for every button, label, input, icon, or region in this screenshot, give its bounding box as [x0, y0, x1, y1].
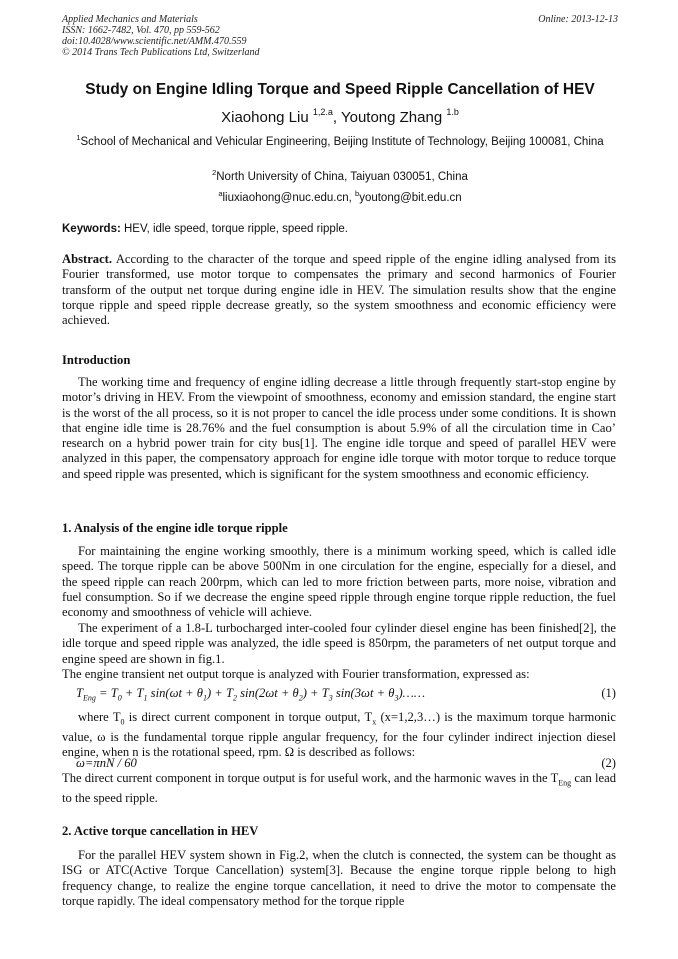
equation-formula: ω=πnN / 60	[76, 756, 137, 770]
doi-line: doi:10.4028/www.scientific.net/AMM.470.559	[62, 36, 247, 47]
author-name: Youtong Zhang	[340, 109, 443, 126]
author-name: Xiaohong Liu	[221, 109, 309, 126]
text-run: (x=1,2,3…) is the maximum torque harmonic value, ω is the fundamental torque ripple angular frequency, for the four cylinder indirect injection diesel engine, when n is the rotational speed, rpm. Ω is described as follows:	[62, 710, 616, 760]
author-list	[40, 103, 640, 127]
equation-number: (2)	[601, 756, 616, 770]
affiliation-text: North University of China, Taiyuan 030051, China	[216, 171, 468, 183]
email-link[interactable]: youtong@bit.edu.cn	[359, 192, 462, 204]
journal-header	[62, 14, 618, 58]
affiliation-1	[62, 131, 618, 149]
abstract-text: According to the character of the torque and speed ripple of the engine idling analysed from its Fourier transformed, use motor torque to compensates the primary and second harmonics of Fourier transform of the output net torque during engine idle in HEV. The simulation results show that the engine torque ripple and speed ripple decrease greatly, so the system smoothness and economic efficiency were achieved.	[62, 252, 616, 328]
text-run: can lead to the speed ripple.	[62, 771, 617, 805]
equation-formula: $T_{Eng} = T_0 + T_1$ $\sin(\omega t + \theta_1) + T_2$ $\sin(2\omega t + \theta_2) + T_3$ $\sin(3\omega t + \theta_3)\dots\dots$	[76, 686, 426, 703]
equation-2	[76, 755, 616, 771]
paragraph: The engine transient net output torque is analyzed with Fourier transformation, expressed as:	[62, 667, 530, 681]
affiliation-sup: 2	[212, 168, 217, 177]
section-heading: Introduction	[62, 353, 131, 367]
issn-line: ISSN: 1662-7482, Vol. 470, pp 559-562	[62, 25, 220, 36]
paragraph: The experiment of a 1.8-L turbocharged inter-cooled four cylinder diesel engine has been finished[2], the idle torque and speed ripple was analyzed, the idle speed is 850rpm, the parameters of net output torque and engine speed are shown in fig.1.	[62, 621, 616, 666]
journal-name: Applied Mechanics and Materials	[62, 14, 198, 25]
abstract	[62, 252, 616, 328]
keywords	[62, 222, 618, 236]
online-date: Online: 2013-12-13	[538, 14, 618, 25]
keywords-label: Keywords:	[62, 223, 121, 235]
equation-1	[76, 685, 616, 707]
subscript: x	[372, 717, 377, 727]
text-run: is direct current component in torque output, T	[124, 710, 373, 724]
email-sup: b	[355, 189, 360, 198]
email-line	[62, 187, 618, 205]
affiliation-sup: 1	[76, 133, 81, 142]
subscript: Eng	[558, 778, 572, 788]
paragraph	[62, 710, 616, 760]
copyright-line: © 2014 Trans Tech Publications Ltd, Switzerland	[62, 47, 260, 58]
paragraph	[62, 771, 616, 806]
equation-number: (1)	[601, 686, 616, 700]
author-separator: ,	[332, 109, 341, 126]
author-affil-sup: 1,2.a	[312, 107, 333, 117]
subscript: 0	[120, 717, 125, 727]
section-heading: 1. Analysis of the engine idle torque ripple	[62, 521, 288, 535]
text-run: The direct current component in torque output is for useful work, and the harmonic waves in the T	[62, 771, 559, 785]
affiliation-2	[62, 166, 618, 184]
section-heading: 2. Active torque cancellation in HEV	[62, 824, 259, 838]
abstract-label: Abstract.	[62, 252, 113, 266]
affiliation-text: School of Mechanical and Vehicular Engineering, Beijing Institute of Technology, Beijing 100081, China	[80, 136, 604, 148]
text-run: where T	[78, 710, 121, 724]
paper-title: Study on Engine Idling Torque and Speed Ripple Cancellation of HEV	[85, 81, 595, 98]
author-affil-sup: 1.b	[446, 107, 459, 117]
paragraph: The working time and frequency of engine idling decrease a little through frequently start-stop engine by motor’s driving in HEV. From the viewpoint of smoothness, economy and emission standard, the engine start is the worst of the all process, so it is not proper to cancel the idle process under some conditions. It is shown that engine idle time is 28.76% and the fuel consumption is about 5.9% of all the circulation time in Cao’ research on a hybrid power train for city bus[1]. The engine idle torque and speed of parallel HEV were analyzed in this paper, the compensatory approach for engine idle torque with motor torque to reduce torque and speed ripple was presented, which is significant for the system smoothness and economic efficiency.	[62, 375, 616, 481]
keywords-text: HEV, idle speed, torque ripple, speed ripple.	[120, 223, 348, 235]
paragraph: For maintaining the engine working smoothly, there is a minimum working speed, which is called idle speed. The torque ripple can be above 500Nm in one circulation for the engine, especially for a diesel, and the speed ripple can reach 200rpm, which can led to more friction between parts, more noise, vibration and fuel consumption. So if we decrease the engine speed ripple through engine torque ripple reduction, the fuel economy and smoothness of vehicle will achieve.	[62, 544, 616, 620]
email-link[interactable]: liuxiaohong@nuc.edu.cn,	[222, 192, 356, 204]
paragraph: For the parallel HEV system shown in Fig.2, when the clutch is connected, the system can be thought as ISG or ATC(Active Torque Cancellation) system[3]. Because the engine torque ripple belong to high frequency change, to realize the engine torque cancellation, it need to drive the motor to compensate the torque rapidly. The ideal compensatory method for the torque ripple	[62, 848, 616, 908]
email-sup: a	[218, 189, 223, 198]
